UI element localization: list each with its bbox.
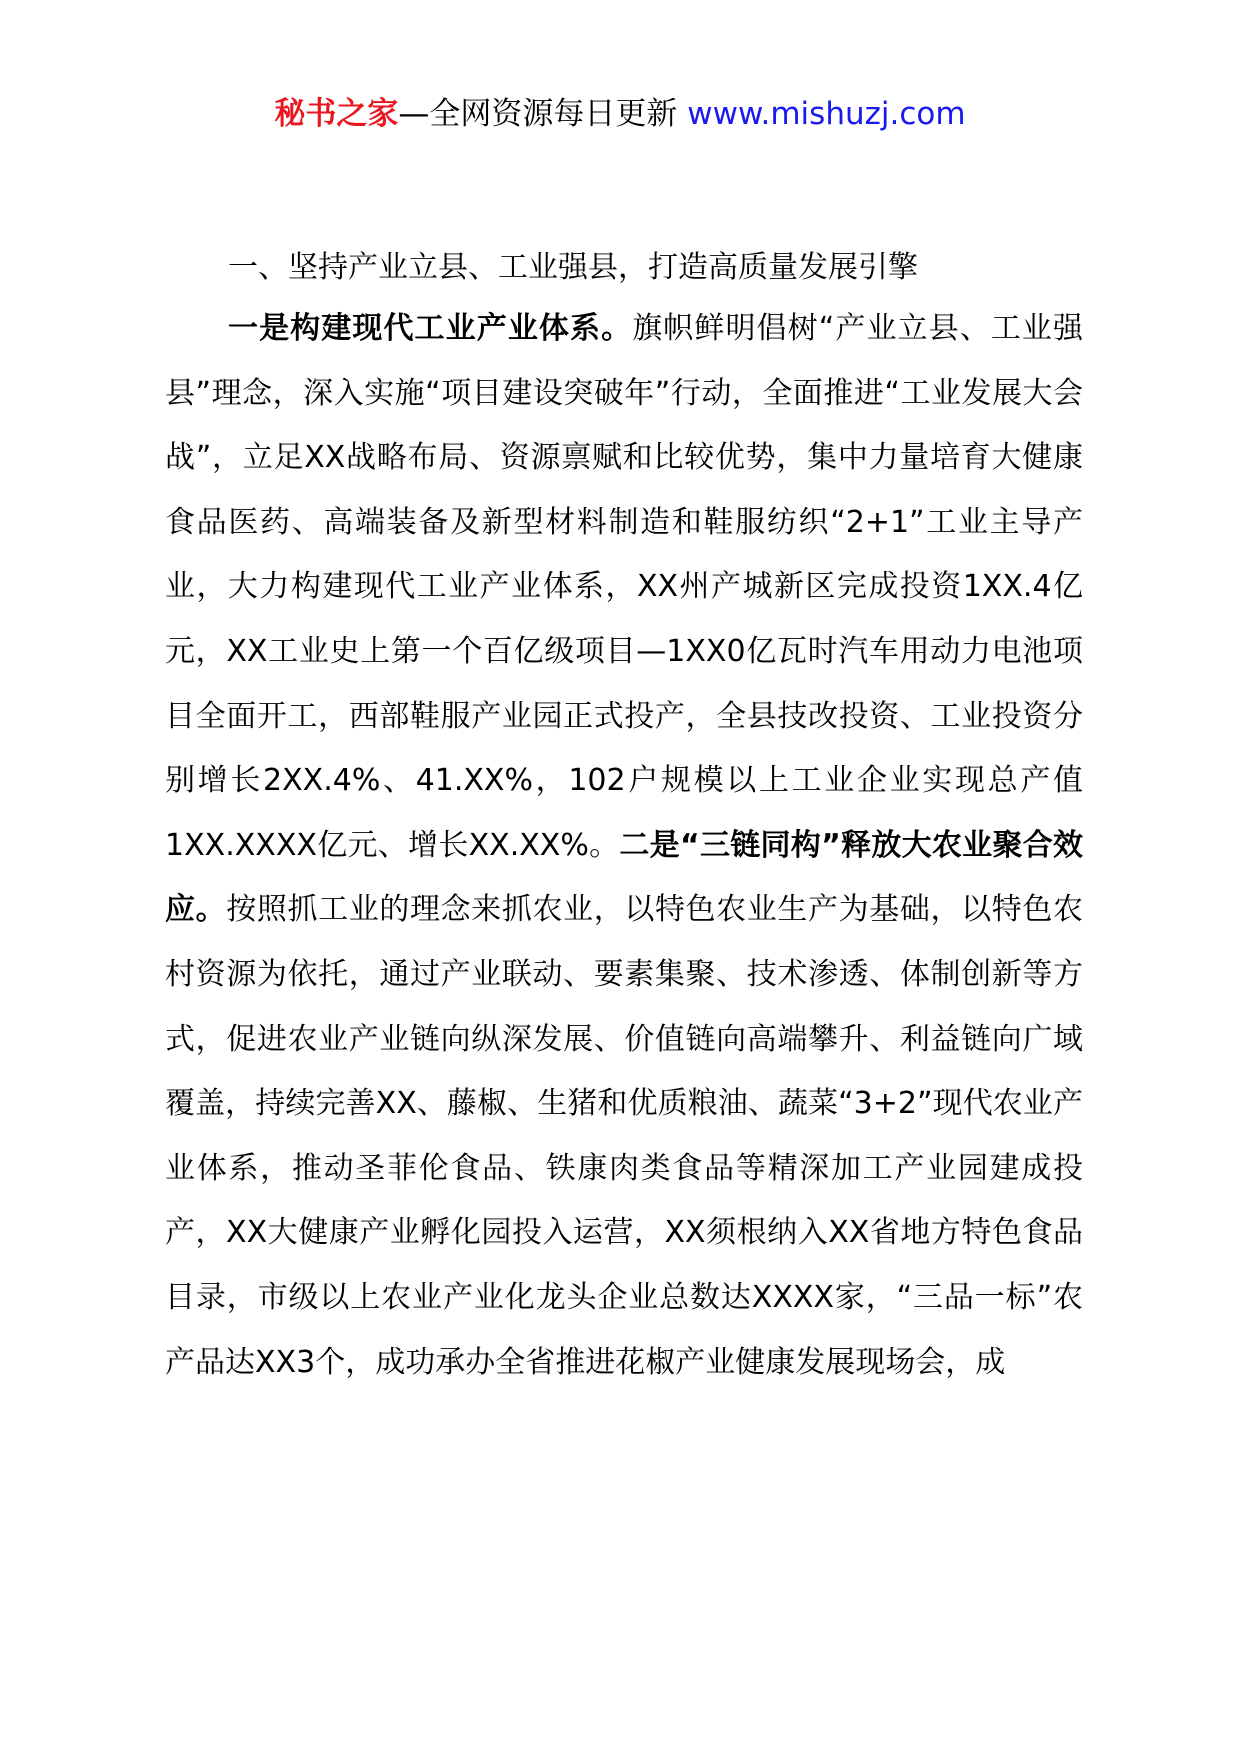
header-tagline: —全网资源每日更新: [398, 96, 678, 132]
page-header: [0, 94, 1240, 134]
lead-sentence-2: 二是“三链同构”释放大农业聚合效应。: [165, 827, 1083, 928]
body-paragraph: [165, 297, 1083, 1395]
paragraph-text-2: 按照抓工业的理念来抓农业，以特色农业生产为基础，以特色农村资源为依托，通过产业联动、要素集聚、技术渗透、体制创新等方式，促进农业产业链向纵深发展、价值链向高端攀升、利益链向广域覆盖，持续完善XX、藤椒、生猪和优质粮油、蔬菜“3+2”现代农业产业体系，推动圣菲伦食品、铁康肉类食品等精深加工产业园建成投产，XX大健康产业孵化园投入运营，XX须根纳入XX省地方特色食品目录，市级以上农业产业化龙头企业总数达XXXX家，“三品一标”农产品达XX3个，成功承办全省推进花椒产业健康发展现场会，成: [165, 892, 1084, 1380]
site-url-link[interactable]: www.mishuzj.com: [687, 96, 966, 132]
paragraph-text-1: 旗帜鲜明倡树“产业立县、工业强县”理念，深入实施“项目建设突破年”行动，全面推进“工业发展大会战”，立足XX战略布局、资源禀赋和比较优势，集中力量培育大健康食品医药、高端装备及新型材料制造和鞋服纺织“2+1”工业主导产业，大力构建现代工业产业体系，XX州产城新区完成投资1XX.4亿元，XX工业史上第一个百亿级项目—1XX0亿瓦时汽车用动力电池项目全面开工，西部鞋服产业园正式投产，全县技改投资、工业投资分别增长2XX.4%、41.XX%，102户规模以上工业企业实现总产值1XX.XXXX亿元、增长XX.XX%。: [165, 311, 1084, 863]
section-heading: 一、坚持产业立县、工业强县，打造高质量发展引擎: [228, 250, 918, 285]
lead-sentence-1: 一是构建现代工业产业体系。: [228, 311, 633, 346]
brand-name: 秘书之家: [274, 96, 399, 132]
